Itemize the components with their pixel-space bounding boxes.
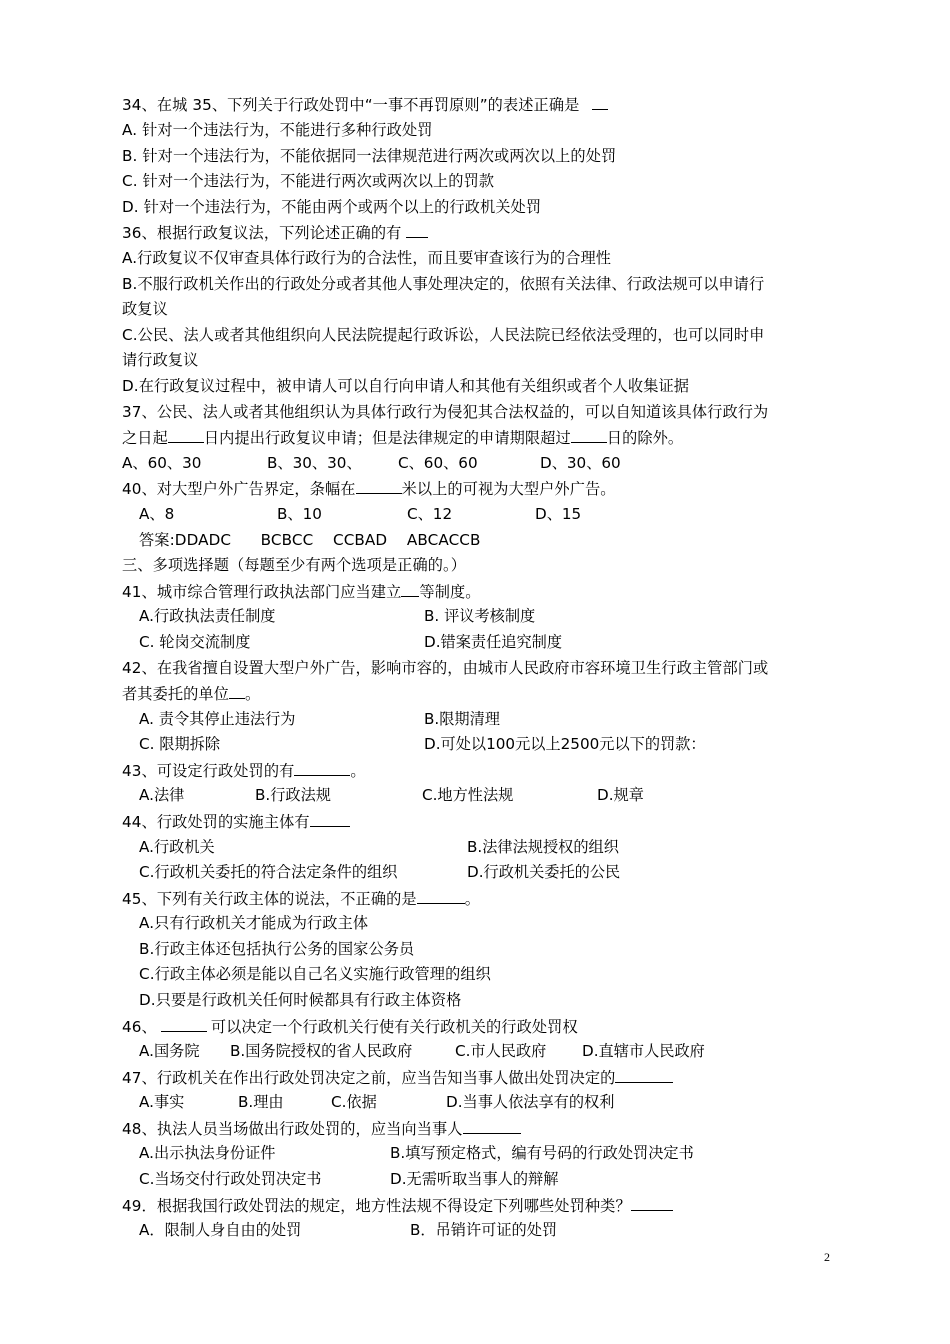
question-text: 48、执法人员当场做出行政处罚的，应当向当事人 bbox=[122, 1120, 463, 1138]
question-42-cont bbox=[122, 683, 260, 704]
option-d: D.直辖市人民政府 bbox=[582, 1042, 705, 1060]
option-a: A．限制人身自由的处罚 bbox=[139, 1221, 302, 1239]
option-d: D.可处以100元以上2500元以下的罚款： bbox=[424, 735, 706, 753]
option-c: C、60、60 bbox=[398, 454, 478, 472]
option-line: C. 针对一个违法行为，不能进行两次或两次以上的罚款 bbox=[122, 172, 495, 190]
question-text: 者其委托的单位 bbox=[122, 685, 230, 703]
option-c: C. 限期拆除 bbox=[139, 735, 221, 753]
question-35 bbox=[122, 94, 608, 115]
question-45 bbox=[122, 888, 480, 909]
option-c: C.地方性法规 bbox=[422, 786, 514, 804]
option-a: A.国务院 bbox=[139, 1042, 200, 1060]
option-a: A、8 bbox=[139, 505, 175, 523]
option-line: D. 针对一个违法行为，不能由两个或两个以上的行政机关处罚 bbox=[122, 198, 542, 216]
option-a: A.事实 bbox=[139, 1093, 185, 1111]
option-a: A.出示执法身份证件 bbox=[139, 1144, 276, 1162]
question-text: 34、在城 35、下列关于行政处罚中“一事不再罚原则”的表述正确是 bbox=[122, 96, 580, 114]
answer-blank bbox=[571, 427, 607, 443]
question-40 bbox=[122, 478, 616, 499]
answer-blank bbox=[229, 683, 245, 699]
option-c: C.行政主体必须是能以自己名义实施行政管理的组织 bbox=[139, 965, 491, 983]
answer-blank bbox=[310, 811, 350, 827]
question-text: 40、对大型户外广告界定，条幅在 bbox=[122, 480, 356, 498]
option-b: B.限期清理 bbox=[424, 710, 500, 728]
question-text: 47、行政机关在作出行政处罚决定之前，应当告知当事人做出处罚决定的 bbox=[122, 1069, 616, 1087]
option-b: B.理由 bbox=[238, 1093, 284, 1111]
option-a: A.法律 bbox=[139, 786, 185, 804]
answer-blank bbox=[417, 888, 465, 904]
option-line: C.公民、法人或者其他组织向人民法院提起行政诉讼，人民法院已经依法受理的，也可以同时申 bbox=[122, 326, 765, 344]
option-line: 请行政复议 bbox=[122, 351, 199, 369]
option-b: B．吊销许可证的处罚 bbox=[410, 1221, 558, 1239]
question-36 bbox=[122, 222, 428, 243]
question-text: 36、根据行政复议法，下列论述正确的有 bbox=[122, 224, 402, 242]
question-37-cont bbox=[122, 427, 683, 448]
option-d: D.规章 bbox=[597, 786, 644, 804]
question-text: 日内提出行政复议申请；但是法律规定的申请期限超过 bbox=[203, 429, 571, 447]
answer-key: 答案:DDADC BCBCC CCBAD ABCACCB bbox=[139, 531, 481, 549]
section-heading: 三、多项选择题（每题至少有两个选项是正确的。） bbox=[122, 556, 467, 574]
option-line: A.行政复议不仅审查具体行政行为的合法性，而且要审查该行为的合理性 bbox=[122, 249, 612, 267]
answer-blank bbox=[631, 1195, 673, 1211]
option-a: A.只有行政机关才能成为行政主体 bbox=[139, 914, 369, 932]
question-text: 。 bbox=[350, 762, 366, 780]
option-line: A. 针对一个违法行为，不能进行多种行政处罚 bbox=[122, 121, 433, 139]
option-b: B.法律法规授权的组织 bbox=[467, 838, 619, 856]
option-a: A.行政机关 bbox=[139, 838, 215, 856]
option-b: B.行政法规 bbox=[255, 786, 331, 804]
option-b: B.填写预定格式，编有号码的行政处罚决定书 bbox=[390, 1144, 694, 1162]
option-b: B.国务院授权的省人民政府 bbox=[230, 1042, 413, 1060]
question-text: 日的除外。 bbox=[606, 429, 684, 447]
option-b: B.行政主体还包括执行公务的国家公务员 bbox=[139, 940, 415, 958]
option-d: D.只要是行政机关任何时候都具有行政主体资格 bbox=[139, 991, 462, 1009]
option-line: B. 针对一个违法行为，不能依据同一法律规范进行两次或两次以上的处罚 bbox=[122, 147, 617, 165]
option-d: D.错案责任追究制度 bbox=[424, 633, 563, 651]
option-line: 政复议 bbox=[122, 300, 168, 318]
question-48 bbox=[122, 1118, 521, 1139]
option-d: D、30、60 bbox=[540, 454, 621, 472]
question-text: 。 bbox=[245, 685, 261, 703]
option-a: A.行政执法责任制度 bbox=[139, 607, 276, 625]
question-text: 等制度。 bbox=[419, 583, 481, 601]
option-d: D、15 bbox=[535, 505, 582, 523]
answer-blank bbox=[406, 222, 428, 238]
option-a: A. 责令其停止违法行为 bbox=[139, 710, 296, 728]
question-text: 45、下列有关行政主体的说法，不正确的是 bbox=[122, 890, 417, 908]
answer-blank bbox=[592, 94, 608, 110]
option-line: B.不服行政机关作出的行政处分或者其他人事处理决定的，依照有关法律、行政法规可以申请行 bbox=[122, 275, 765, 293]
option-d: D.无需听取当事人的辩解 bbox=[390, 1170, 559, 1188]
answer-blank bbox=[615, 1067, 673, 1083]
option-d: D.行政机关委托的公民 bbox=[467, 863, 621, 881]
question-text: 可以决定一个行政机关行使有关行政机关的行政处罚权 bbox=[210, 1018, 578, 1036]
question-text: 43、可设定行政处罚的有 bbox=[122, 762, 295, 780]
question-42: 42、在我省擅自设置大型户外广告，影响市容的，由城市人民政府市容环境卫生行政主管部门或 bbox=[122, 659, 769, 677]
option-c: C.行政机关委托的符合法定条件的组织 bbox=[139, 863, 398, 881]
answer-blank bbox=[168, 427, 204, 443]
question-text: 41、城市综合管理行政执法部门应当建立 bbox=[122, 583, 402, 601]
option-b: B、30、30、 bbox=[267, 454, 362, 472]
option-line: D.在行政复议过程中，被申请人可以自行向申请人和其他有关组织或者个人收集证据 bbox=[122, 377, 690, 395]
question-text: 46、 bbox=[122, 1018, 157, 1036]
option-b: B、10 bbox=[277, 505, 322, 523]
question-41 bbox=[122, 581, 481, 602]
question-47 bbox=[122, 1067, 673, 1088]
question-text: 之日起 bbox=[122, 429, 168, 447]
option-c: C. 轮岗交流制度 bbox=[139, 633, 251, 651]
option-c: C.市人民政府 bbox=[455, 1042, 547, 1060]
option-c: C.当场交付行政处罚决定书 bbox=[139, 1170, 322, 1188]
question-37: 37、公民、法人或者其他组织认为具体行政行为侵犯其合法权益的，可以自知道该具体行政行为 bbox=[122, 403, 769, 421]
answer-blank bbox=[161, 1016, 207, 1032]
question-44 bbox=[122, 811, 350, 832]
answer-blank bbox=[401, 581, 419, 597]
option-a: A、60、30 bbox=[122, 454, 202, 472]
answer-blank bbox=[356, 478, 402, 494]
option-b: B. 评议考核制度 bbox=[424, 607, 536, 625]
option-c: C、12 bbox=[407, 505, 453, 523]
question-text: 。 bbox=[464, 890, 480, 908]
question-49 bbox=[122, 1195, 673, 1216]
answer-blank bbox=[463, 1118, 521, 1134]
question-46 bbox=[122, 1016, 578, 1037]
option-d: D.当事人依法享有的权利 bbox=[446, 1093, 615, 1111]
question-text: 49．根据我国行政处罚法的规定，地方性法规不得设定下列哪些处罚种类？ bbox=[122, 1197, 631, 1215]
answer-blank bbox=[294, 760, 350, 776]
page-number: 2 bbox=[824, 1250, 830, 1264]
question-text: 44、行政处罚的实施主体有 bbox=[122, 813, 310, 831]
option-c: C.依据 bbox=[331, 1093, 377, 1111]
question-43 bbox=[122, 760, 366, 781]
question-text: 米以上的可视为大型户外广告。 bbox=[401, 480, 616, 498]
